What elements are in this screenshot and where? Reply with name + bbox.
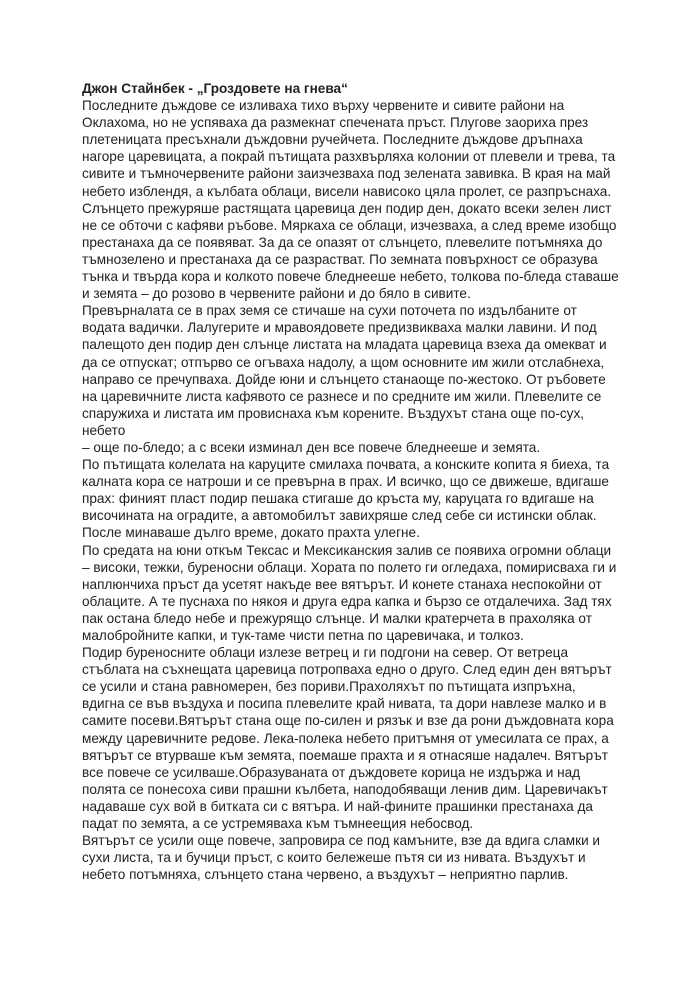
paragraph: Превърналата се в прах земя се стичаше на сухи поточета по издълбаните от водата вадички. Лалугерите и мравоядовете предизвикваха малки лавини. И под палещото ден подир ден слънце листата на младата царевица взеха да омекват и да се отпускат; отпърво се огъваха надолу, а щом основните им жили отслабнеха, направо се пречупваха. Дойде юни и слънцето станаоще по-жестоко. От ръбовете на царевичните листа кафявото се разнесе и по средните им жили. Плевелите се спаружиха и листата им провиснаха към корените. Въздухът стана още по-сух, небето xyxy=(82,303,607,438)
paragraph: Последните дъждове се изливаха тихо върху червените и сивите райони на Оклахома, но не успяваха да размекнат спечената пръст. Плугове заорихa през плетеницата пресъхнали дъждовни ручейчета. Последните дъждове дръпнаха нагоре царевицата, а покрай пътищата разхвърляха колонии от плевели и трева, та сивите и тъмночервените райони заизчезваха под зелената завивка. В края на май небето изблендя, а кълбата облаци, висели нависоко цяла пролет, се разпръснаха. Слънцето прежуряше растящата царевица ден подир ден, докато всеки зелен лист не се обточи с кафяви ръбове. Мяркаха се облаци, изчезваха, а след време изобщо престанаха да се появяват. За да се опазят от слънцето, плевелите потъмняха до тъмнозелено и престанаха да се разрастват. По земната повърхност се образува тънка и твърда кора и колкото повече бледнееше небето, толкова по-бледа ставаше и земята – до розово в червените райони и до бяло в сивите. xyxy=(82,98,619,302)
paragraph: Подир буреносните облаци излезе ветрец и ги подгони на север. От ветреца стъблата на съхнещата царевица потропваха едно о друго. След един ден вятърът се усили и стана равномерен, без пориви.Прахоляхът по пътищата изпръхна, вдигна се във въздуха и посипа плевелите край нивата, та дори навлезе малко и в самите посеви.Вятърът стана още по-силен и рязък и взе да рони дъждовната кора между царевичните редове. Лека-полека небето притъмня от умесилата се прах, а вятърът се втурваше към земята, поемаше прахта и я отнасяше надалеч. Вятърът все повече се усилваше.Образуваната от дъждовете корица не издържа и над полята се понесоха сиви прашни кълбета, наподобяващи ленив дим. Царевичакът надаваше сух вой в битката си с вятъра. И най-фините прашинки престанаха да падат по земята, а се устремяваха към тъмнеещия небосвод. xyxy=(82,645,614,832)
paragraph: – още по-бледо; а с всеки изминал ден все повече бледнееше и земята. xyxy=(82,439,541,455)
paragraph: По пътищата колелата на каруците смилаха почвата, а конските копита я биеха, та калната кора се натроши и се превърна в прах. И всичко, що се движеше, вдигаше прах: финият пласт подир пешака стигаше до кръста му, каруцата го вдигаше на височината на оградите, а автомобилът завихряше след себе си истински облак. После минаваше дълго време, докато прахта улегне. xyxy=(82,457,610,541)
paragraph: По средата на юни откъм Тексас и Мексиканския залив се появиха огромни облаци – високи, тежки, буреносни облаци. Хората по полето ги огледаха, помирисваха ги и наплюнчиха пръст да усетят накъде вее вятърът. И конете станаха неспокойни от облаците. А те пуснаха по някоя и друга едра капка и бързо се отдалечиха. Зад тях пак остана бледо небе и прежурящо слънце. И малки кратерчета в прахоляка от малобройните капки, и тук-таме чисти петна по царевичака, и толкоз. xyxy=(82,542,617,643)
document-body xyxy=(82,80,622,883)
document-title: Джон Стайнбек - „Гроздовете на гнева“ xyxy=(82,81,348,96)
paragraph: Вятърът се усили още повече, запровира се под камъните, взе да вдига сламки и сухи листа, та и бучици пръст, с които бележеше пътя си из нивата. Въздухът и небето потъмняха, слънцето стана червено, а въздухът – неприятно парлив. xyxy=(82,833,601,883)
